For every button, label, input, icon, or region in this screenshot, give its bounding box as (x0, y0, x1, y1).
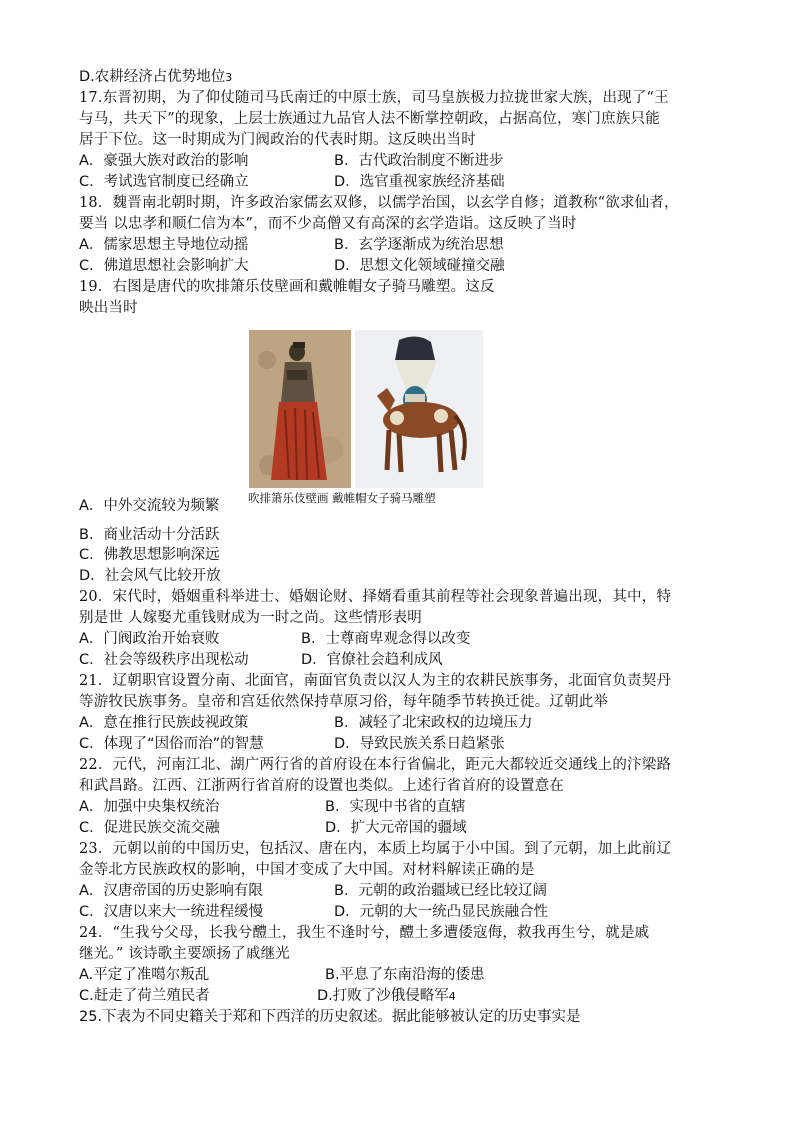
q17-option-b[interactable]: B．古代政治制度不断进步 (334, 153, 504, 169)
q24-stem: 24．“生我兮父母，长我兮醴土，我生不逢时兮，醴土多遭倭寇侮，救我再生兮，就是戚 (79, 925, 650, 941)
q19-stem: 19．右图是唐代的吹排箫乐伎壁画和戴帷帽女子骑马雕塑。这反 (79, 279, 495, 295)
q22-stem: 和武昌路。江西、江浙两行省首府的设置也类似。上述行省首府的设置意在 (79, 778, 565, 794)
q17-stem: 17.东晋初期，为了仰仗随司马氏南迁的中原士族，司马皇族极力拉拢世家大族，出现了“王 (79, 90, 669, 106)
q19-option-d[interactable]: D．社会风气比较开放 (79, 568, 221, 584)
q18-option-a[interactable]: A．儒家思想主导地位动摇 (79, 237, 249, 253)
page-number: 4 (448, 990, 456, 1003)
q18-stem: 18．魏晋南北朝时期，许多政治家儒玄双修，以儒学治国，以玄学自修；道教称“欲求仙者， (79, 195, 679, 211)
q20-options-row2 (79, 650, 443, 670)
q24-options-row2 (79, 986, 456, 1006)
tang-artwork-figure (249, 330, 483, 510)
q24-option-c[interactable]: C.赶走了荷兰殖民者 (79, 988, 210, 1004)
q24-options-row1 (79, 965, 485, 985)
figure-images (249, 330, 483, 510)
q20-option-c[interactable]: C．社会等级秩序出现松动 (79, 652, 249, 668)
q20-option-a[interactable]: A．门阀政治开始衰败 (79, 631, 220, 647)
q24-option-b[interactable]: B.平息了东南沿海的倭患 (325, 967, 485, 983)
page-number: 3 (225, 71, 233, 84)
q21-option-b[interactable]: B．减轻了北宋政权的边境压力 (334, 715, 533, 731)
q21-stem: 21．辽朝职官设置分南、北面官，南面官负责以汉人为主的农耕民族事务，北面官负责契丹 (79, 673, 672, 689)
q16-option-d: D.农耕经济占优势地位3 (79, 69, 233, 85)
q23-option-d[interactable]: D．元朝的大一统凸显民族融合性 (334, 904, 549, 920)
q22-option-c[interactable]: C．促进民族交流交融 (79, 820, 220, 836)
q24-stem: 继光。” 该诗歌主要颂扬了戚继光 (79, 946, 290, 962)
q18-stem: 要当 以忠孝和顺仁信为本”，而不少高僧又有高深的玄学造诣。这反映了当时 (79, 216, 577, 232)
q17-stem: 与马，共天下”的现象，上层士族通过九品官人法不断掌控朝政，占据高位，寒门庶族只能 (79, 111, 660, 127)
q20-options-row1 (79, 629, 471, 649)
q17-option-d[interactable]: D．选官重视家族经济基础 (334, 174, 505, 190)
q17-option-c[interactable]: C．考试选官制度已经确立 (79, 174, 249, 190)
q21-options-row2 (79, 734, 505, 754)
q21-option-a[interactable]: A．意在推行民族歧视政策 (79, 715, 249, 731)
q17-stem: 居于下位。这一时期成为门阀政治的代表时期。这反映出当时 (79, 132, 476, 148)
q17-options-row2 (79, 172, 505, 192)
q20-option-b[interactable]: B．士尊商卑观念得以改变 (301, 631, 471, 647)
q22-options-row1 (79, 797, 466, 817)
q22-options-row2 (79, 818, 467, 838)
q22-option-a[interactable]: A．加强中央集权统治 (79, 799, 220, 815)
q25-stem: 25.下表为不同史籍关于郑和下西洋的历史叙述。据此能够被认定的历史事实是 (79, 1009, 581, 1025)
q23-option-a[interactable]: A．汉唐帝国的历史影响有限 (79, 883, 263, 899)
q23-option-c[interactable]: C．汉唐以来大一统进程缓慢 (79, 904, 264, 920)
q21-options-row1 (79, 713, 533, 733)
q22-stem: 22．元代，河南江北、湖广两行省的首府设在本行省偏北，距元大都较近交通线上的汴梁路 (79, 757, 672, 773)
q18-options-row2 (79, 256, 505, 276)
q23-options-row2 (79, 902, 549, 922)
q19-stem: 映出当时 (79, 300, 138, 316)
q20-stem: 20．宋代时，婚姻重科举进士、婚姻论财、择婿看重其前程等社会现象普遍出现，其中，特 (79, 589, 672, 605)
q21-option-c[interactable]: C．体现了“因俗而治”的智慧 (79, 736, 264, 752)
figure-caption: 吹排箫乐伎壁画 戴帷帽女子骑马雕塑 (248, 491, 436, 505)
q23-stem: 金等北方民族政权的影响，中国才变成了大中国。对材料解读正确的是 (79, 862, 535, 878)
q23-option-b[interactable]: B．元朝的政治疆域已经比较辽阔 (334, 883, 547, 899)
q24-option-d[interactable]: D.打败了沙俄侵略军4 (317, 988, 456, 1004)
q17-option-a[interactable]: A．豪强大族对政治的影响 (79, 153, 249, 169)
q22-option-b[interactable]: B．实现中书省的直辖 (325, 799, 466, 815)
q19-option-c[interactable]: C．佛教思想影响深远 (79, 547, 220, 563)
q19-option-b[interactable]: B．商业活动十分活跃 (79, 527, 220, 543)
q21-option-d[interactable]: D．导致民族关系日趋紧张 (334, 736, 505, 752)
q17-options-row1 (79, 151, 504, 171)
q23-stem: 23．元朝以前的中国历史，包括汉、唐在内，本质上均属于小中国。到了元朝，加上此前辽 (79, 841, 672, 857)
q20-stem: 别是世 人嫁娶尤重钱财成为一时之尚。这些情形表明 (79, 610, 422, 626)
q20-option-d[interactable]: D．官僚社会趋利成风 (301, 652, 443, 668)
q22-option-d[interactable]: D．扩大元帝国的疆域 (325, 820, 467, 836)
q21-stem: 等游牧民族事务。皇帝和宫廷依然保持草原习俗，每年随季节转换迁徙。辽朝此举 (79, 694, 609, 710)
q24-option-a[interactable]: A.平定了准噶尔叛乱 (79, 967, 210, 983)
q18-option-b[interactable]: B．玄学逐渐成为统治思想 (334, 237, 504, 253)
q18-option-c[interactable]: C．佛道思想社会影响扩大 (79, 258, 249, 274)
q18-options-row1 (79, 235, 504, 255)
q23-options-row1 (79, 881, 547, 901)
q18-option-d[interactable]: D．思想文化领域碰撞交融 (334, 258, 505, 274)
q19-option-a[interactable]: A．中外交流较为频繁 (79, 498, 220, 514)
